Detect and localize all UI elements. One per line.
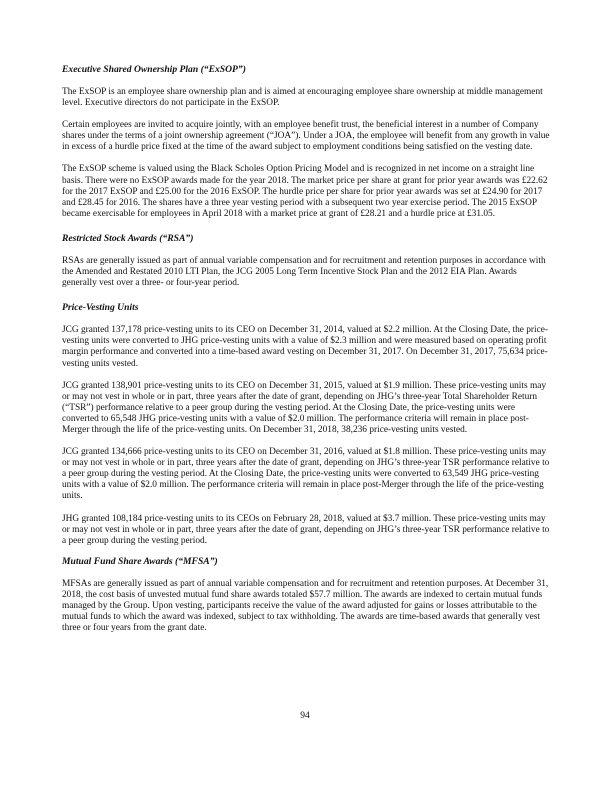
section-heading-mfsa: Mutual Fund Share Awards (“MFSA”) [62, 555, 218, 567]
page-content [62, 64, 552, 634]
section-heading-price-vesting-units: Price-Vesting Units [62, 302, 139, 314]
section-heading-rsa: Restricted Stock Awards (“RSA”) [62, 232, 194, 244]
paragraph: The ExSOP scheme is valued using the Black Scholes Option Pricing Model and is recognized in net income on a straight line basis. There were no ExSOP awards made for the year 2018. The market price per share at grant for prior year awards was £22.62 for the 2017 ExSOP and £25.00 for the 2016 ExSOP. The hurdle price per share for prior year awards was set at £24.90 for 2017 and £28.45 for 2016. The shares have a three year vesting period with a subsequent two year exercise period. The 2015 ExSOP became exercisable for employees in April 2018 with a market price at grant of £28.21 and a hurdle price at £31.05. [62, 164, 548, 219]
paragraph: JCG granted 138,901 price-vesting units to its CEO on December 31, 2015, valued at $1.9 million. These price-vesting units may or may not vest in whole or in part, three years after the date of grant, depending on JHG’s three-year Total Shareholder Return (“TSR”) performance relative to a peer group during the vesting period. At the Closing Date, the price-vesting units were converted to 65,548 JHG price-vesting units with a value of $2.0 million. The performance criteria will remain in place post-Merger through the life of the price-vesting units. On December 31, 2018, 38,236 price-vesting units vested. [62, 380, 547, 435]
page-number: 94 [300, 711, 310, 721]
paragraph: RSAs are generally issued as part of annual variable compensation and for recruitment and retention purposes in accordance with the Amended and Restated 2010 LTI Plan, the JCG 2005 Long Term Incentive Stock Plan and the 2012 EIA Plan. Awards generally vest over a three- or four-year period. [62, 255, 546, 289]
paragraph: The ExSOP is an employee share ownership plan and is aimed at encouraging employee share ownership at middle management level. Executive directors do not participate in the ExSOP. [62, 87, 543, 109]
section-heading-exsop: Executive Shared Ownership Plan (“ExSOP”) [62, 64, 246, 75]
paragraph: Certain employees are invited to acquire jointly, with an employee benefit trust, the beneficial interest in a number of Company shares under the terms of a joint ownership agreement (“JOA”). Under a JOA, the employee will benefit from any growth in value in excess of a hurdle price fixed at the time of the award subject to employment conditions being satisfied on the vesting date. [62, 120, 550, 153]
paragraph: MFSAs are generally issued as part of annual variable compensation and for recruitment and retention purposes. At December 31, 2018, the cost basis of unvested mutual fund share awards totaled $57.7 million. The awards are indexed to certain mutual funds managed by the Group. Upon vesting, participants receive the value of the award adjusted for gains or losses attributable to the mutual funds to which the award was indexed, subject to tax withholding. The awards are time-based awards that generally vest three or four years from the grant date. [62, 578, 549, 634]
paragraph: JHG granted 108,184 price-vesting units to its CEOs on February 28, 2018, valued at $3.7 million. These price-vesting units may or may not vest in whole or in part, three years after the date of grant, depending on JHG’s three-year TSR performance relative to a peer group during the vesting period. [62, 513, 550, 546]
paragraph: JCG granted 137,178 price-vesting units to its CEO on December 31, 2014, valued at $2.2 million. At the Closing Date, the price-vesting units were converted to JHG price-vesting units with a value of $2.3 million and were measured based on operating profit margin performance and converted into a time-based award vesting on December 31, 2017. On December 31, 2017, 75,634 price-vesting units vested. [62, 325, 549, 369]
paragraph: JCG granted 134,666 price-vesting units to its CEO on December 31, 2016, valued at $1.8 million. These price-vesting units may or may not vest in whole or in part, three years after the date of grant, depending on JHG’s three-year TSR performance relative to a peer group during the vesting period. At the Closing Date, the price-vesting units were converted to 63,549 JHG price-vesting units with a value of $2.0 million. The performance criteria will remain in place post-Merger through the life of the price-vesting units. [62, 447, 550, 502]
